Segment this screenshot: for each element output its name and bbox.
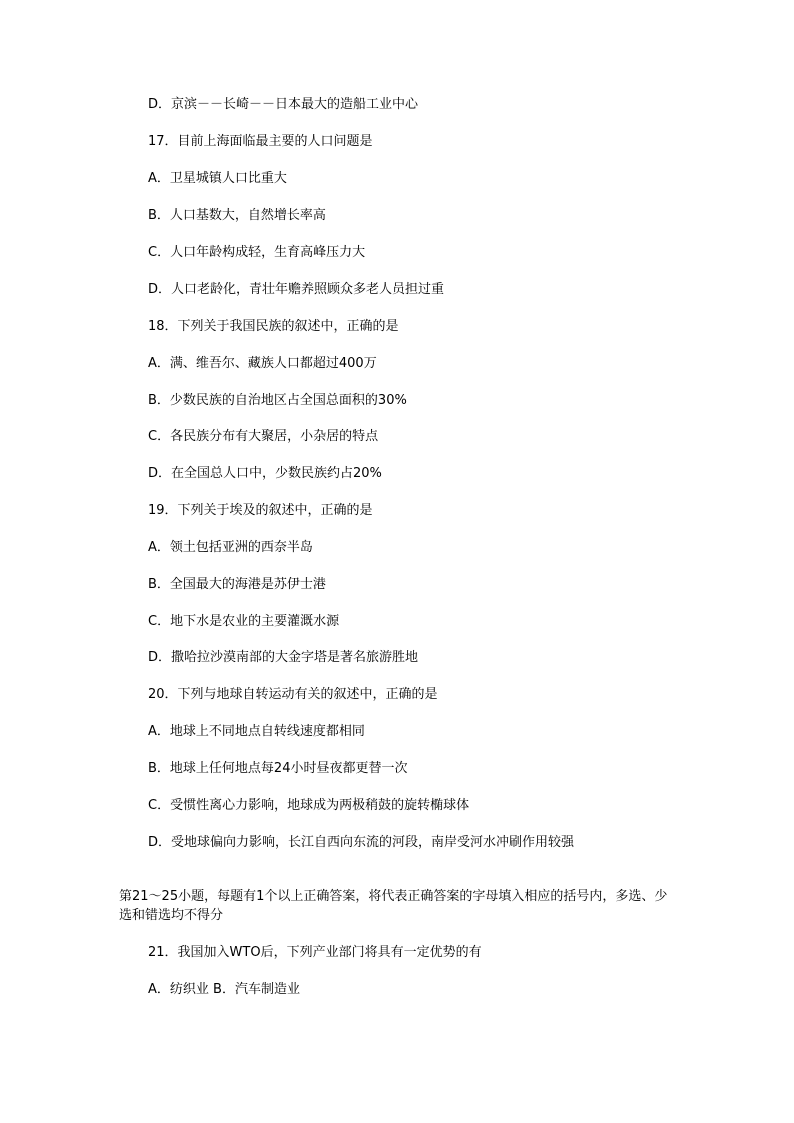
q17-option-a: A．卫星城镇人口比重大 — [148, 171, 287, 186]
q18-option-c: C．各民族分布有大聚居，小杂居的特点 — [148, 429, 379, 444]
q20-stem: 20．下列与地球自转运动有关的叙述中，正确的是 — [148, 687, 438, 702]
q19-option-c: C．地下水是农业的主要灌溉水源 — [148, 614, 340, 629]
q21-stem: 21．我国加入WTO后，下列产业部门将具有一定优势的有 — [148, 945, 482, 960]
q20-option-a: A．地球上不同地点自转线速度都相同 — [148, 724, 365, 739]
q17-stem: 17．目前上海面临最主要的人口问题是 — [148, 134, 373, 149]
q18-option-a: A．满、维吾尔、藏族人口都超过400万 — [148, 356, 377, 371]
q19-option-d: D．撒哈拉沙漠南部的大金字塔是著名旅游胜地 — [148, 650, 419, 665]
q17-option-d: D．人口老龄化，青壮年赡养照顾众多老人员担过重 — [148, 282, 445, 297]
q19-stem: 19．下列关于埃及的叙述中，正确的是 — [148, 503, 373, 518]
q20-option-b: B．地球上任何地点每24小时昼夜都更替一次 — [148, 761, 408, 776]
q19-option-b: B．全国最大的海港是苏伊士港 — [148, 577, 326, 592]
q18-option-d: D．在全国总人口中，少数民族约占20% — [148, 466, 382, 481]
q17-option-b: B．人口基数大，自然增长率高 — [148, 208, 326, 223]
q20-option-d: D．受地球偏向力影响，长江自西向东流的河段，南岸受河水冲刷作用较强 — [148, 835, 575, 850]
q21-options: A．纺织业 B．汽车制造业 — [148, 982, 300, 997]
q17-option-c: C．人口年龄构成轻，生育高峰压力大 — [148, 245, 366, 260]
q18-option-b: B．少数民族的自治地区占全国总面积的30% — [148, 393, 407, 408]
section-instruction: 第21～25小题，每题有1个以上正确答案，将代表正确答案的字母填入相应的括号内，多选、少选和错选均不得分 — [119, 889, 668, 923]
q19-option-a: A．领土包括亚洲的西奈半岛 — [148, 540, 313, 555]
q18-stem: 18．下列关于我国民族的叙述中，正确的是 — [148, 319, 399, 334]
q20-option-c: C．受惯性离心力影响，地球成为两极稍鼓的旋转椭球体 — [148, 798, 470, 813]
q16-option-d: D．京滨－－长崎－－日本最大的造船工业中心 — [148, 97, 419, 112]
